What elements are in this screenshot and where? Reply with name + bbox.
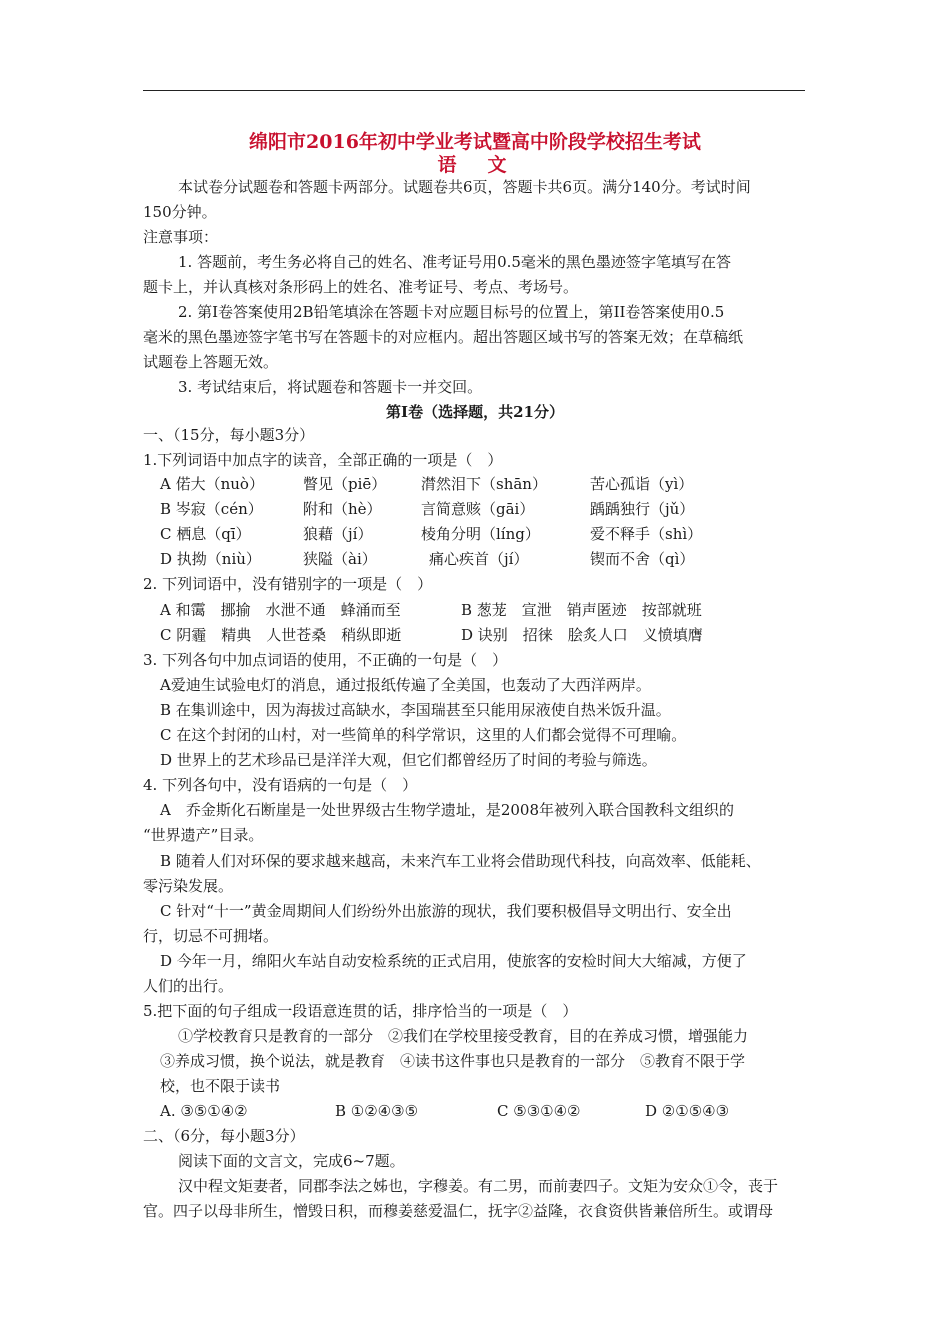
option-line: C 针对“十一”黄金周期间人们纷纷外出旅游的现状，我们要积极倡导文明出行、安全出 [160, 902, 732, 920]
option-cell: 苦心孤诣（yì） [590, 475, 694, 493]
option-line: B 随着人们对环保的要求越来越高，未来汽车工业将会借助现代科技，向高效率、低能耗、 [160, 852, 761, 870]
option-cell: 痛心疾首（jí） [429, 550, 529, 568]
section-heading: 二、（6分，每小题3分） [143, 1127, 305, 1145]
note-line: 2. 第Ⅰ卷答案使用2B铅笔填涂在答题卡对应题目标号的位置上，第II卷答案使用0.5 [178, 303, 725, 321]
option-cell: A. ③⑤①④② [160, 1102, 248, 1120]
note-line: 题卡上，并认真核对条形码上的姓名、准考证号、考点、考场号。 [143, 278, 579, 296]
note-line: 毫米的黑色墨迹签字笔书写在答题卡的对应框内。超出答题区域书写的答案无效；在草稿纸 [143, 328, 744, 346]
option-line: A爱迪生试验电灯的消息，通过报纸传遍了全美国，也轰动了大西洋两岸。 [160, 676, 651, 694]
option-cell: C ⑤③①④② [497, 1102, 581, 1120]
option-line: C 在这个封闭的山村，对一些简单的科学常识，这里的人们都会觉得不可理喻。 [160, 726, 687, 744]
option-cell: A 偌大（nuò） [160, 475, 264, 493]
option-cell: D ②①⑤④③ [645, 1102, 730, 1120]
option-cell: 狭隘（ài） [303, 550, 377, 568]
intro-line: 本试卷分试题卷和答题卡两部分。试题卷共6页，答题卡共6页。满分140分。考试时间 [178, 178, 751, 196]
option-cell: 踽踽独行（jǔ） [590, 500, 695, 518]
option-cell: 爱不释手（shì） [590, 525, 703, 543]
option-cell: 言简意赅（gāi） [421, 500, 535, 518]
notes-label: 注意事项： [143, 228, 219, 246]
option-cell: A 和霭 挪揄 水泄不通 蜂涌而至 [160, 601, 401, 619]
question-stem: 1.下列词语中加点字的读音，全部正确的一项是（ ） [143, 451, 503, 469]
reading-line: 官。四子以母非所生，憎毁日积，而穆姜慈爱温仁，抚字②益隆，衣食资供皆兼倍所生。或谓母 [143, 1202, 774, 1220]
question-stem: 4. 下列各句中，没有语病的一句是（ ） [143, 776, 418, 794]
option-line: 行，切忌不可拥堵。 [143, 927, 279, 945]
sentence-line: ①学校教育只是教育的一部分 ②我们在学校里接受教育，目的在养成习惯，增强能力 [178, 1027, 749, 1045]
option-cell: 附和（hè） [303, 500, 382, 518]
note-line: 1. 答题前，考生务必将自己的姓名、准考证号用0.5毫米的黑色墨迹签字笔填写在答 [178, 253, 731, 271]
option-cell: 潸然泪下（shān） [421, 475, 547, 493]
option-line: 人们的出行。 [143, 977, 234, 995]
option-cell: B 岑寂（cén） [160, 500, 263, 518]
option-cell: 棱角分明（líng） [421, 525, 540, 543]
question-stem: 3. 下列各句中加点词语的使用，不正确的一句是（ ） [143, 651, 508, 669]
option-cell: B ①②④③⑤ [335, 1102, 419, 1120]
option-cell: 瞥见（piē） [303, 475, 387, 493]
exam-title: 绵阳市2016年初中学业考试暨高中阶段学校招生考试 [249, 131, 701, 153]
option-line: D 世界上的艺术珍品已是洋洋大观，但它们都曾经历了时间的考验与筛选。 [160, 751, 657, 769]
option-cell: D 诀别 招徕 脍炙人口 义愤填膺 [461, 626, 703, 644]
question-stem: 5.把下面的句子组成一段语意连贯的话，排序恰当的一项是（ ） [143, 1002, 578, 1020]
intro-line: 150分钟。 [143, 203, 217, 221]
part-heading: 第Ⅰ卷（选择题，共21分） [386, 403, 564, 421]
sentence-line: ③养成习惯，换个说法，就是教育 ④读书这件事也只是教育的一部分 ⑤教育不限于学 [160, 1052, 746, 1070]
reading-intro: 阅读下面的文言文，完成6~7题。 [178, 1152, 405, 1170]
option-line: “世界遗产”目录。 [143, 826, 264, 844]
option-cell: 锲而不舍（qì） [590, 550, 695, 568]
top-rule [143, 90, 805, 91]
option-line: A 乔金斯化石断崖是一处世界级古生物学遗址，是2008年被列入联合国教科文组织的 [160, 801, 735, 819]
question-stem: 2. 下列词语中，没有错别字的一项是（ ） [143, 575, 433, 593]
note-line: 3. 考试结束后，将试题卷和答题卡一并交回。 [178, 378, 483, 396]
sentence-line: 校，也不限于读书 [160, 1077, 281, 1095]
option-cell: C 阴霾 精典 人世苍桑 稍纵即逝 [160, 626, 402, 644]
subject-title: 语 文 [437, 154, 513, 176]
option-cell: C 栖息（qī） [160, 525, 251, 543]
section-heading: 一、（15分，每小题3分） [143, 426, 315, 444]
option-cell: D 执拗（niù） [160, 550, 261, 568]
option-cell: 狼藉（jí） [303, 525, 373, 543]
option-line: B 在集训途中，因为海拔过高缺水，李国瑞甚至只能用尿液使自热米饭升温。 [160, 701, 671, 719]
option-line: D 今年一月，绵阳火车站自动安检系统的正式启用，使旅客的安检时间大大缩减，方便了 [160, 952, 747, 970]
option-line: 零污染发展。 [143, 877, 234, 895]
reading-line: 汉中程文矩妻者，同郡李法之姊也，字穆姜。有二男，而前妻四子。文矩为安众①令，丧于 [178, 1177, 779, 1195]
option-cell: B 葱茏 宣泄 销声匿迹 按部就班 [461, 601, 702, 619]
note-line: 试题卷上答题无效。 [143, 353, 279, 371]
